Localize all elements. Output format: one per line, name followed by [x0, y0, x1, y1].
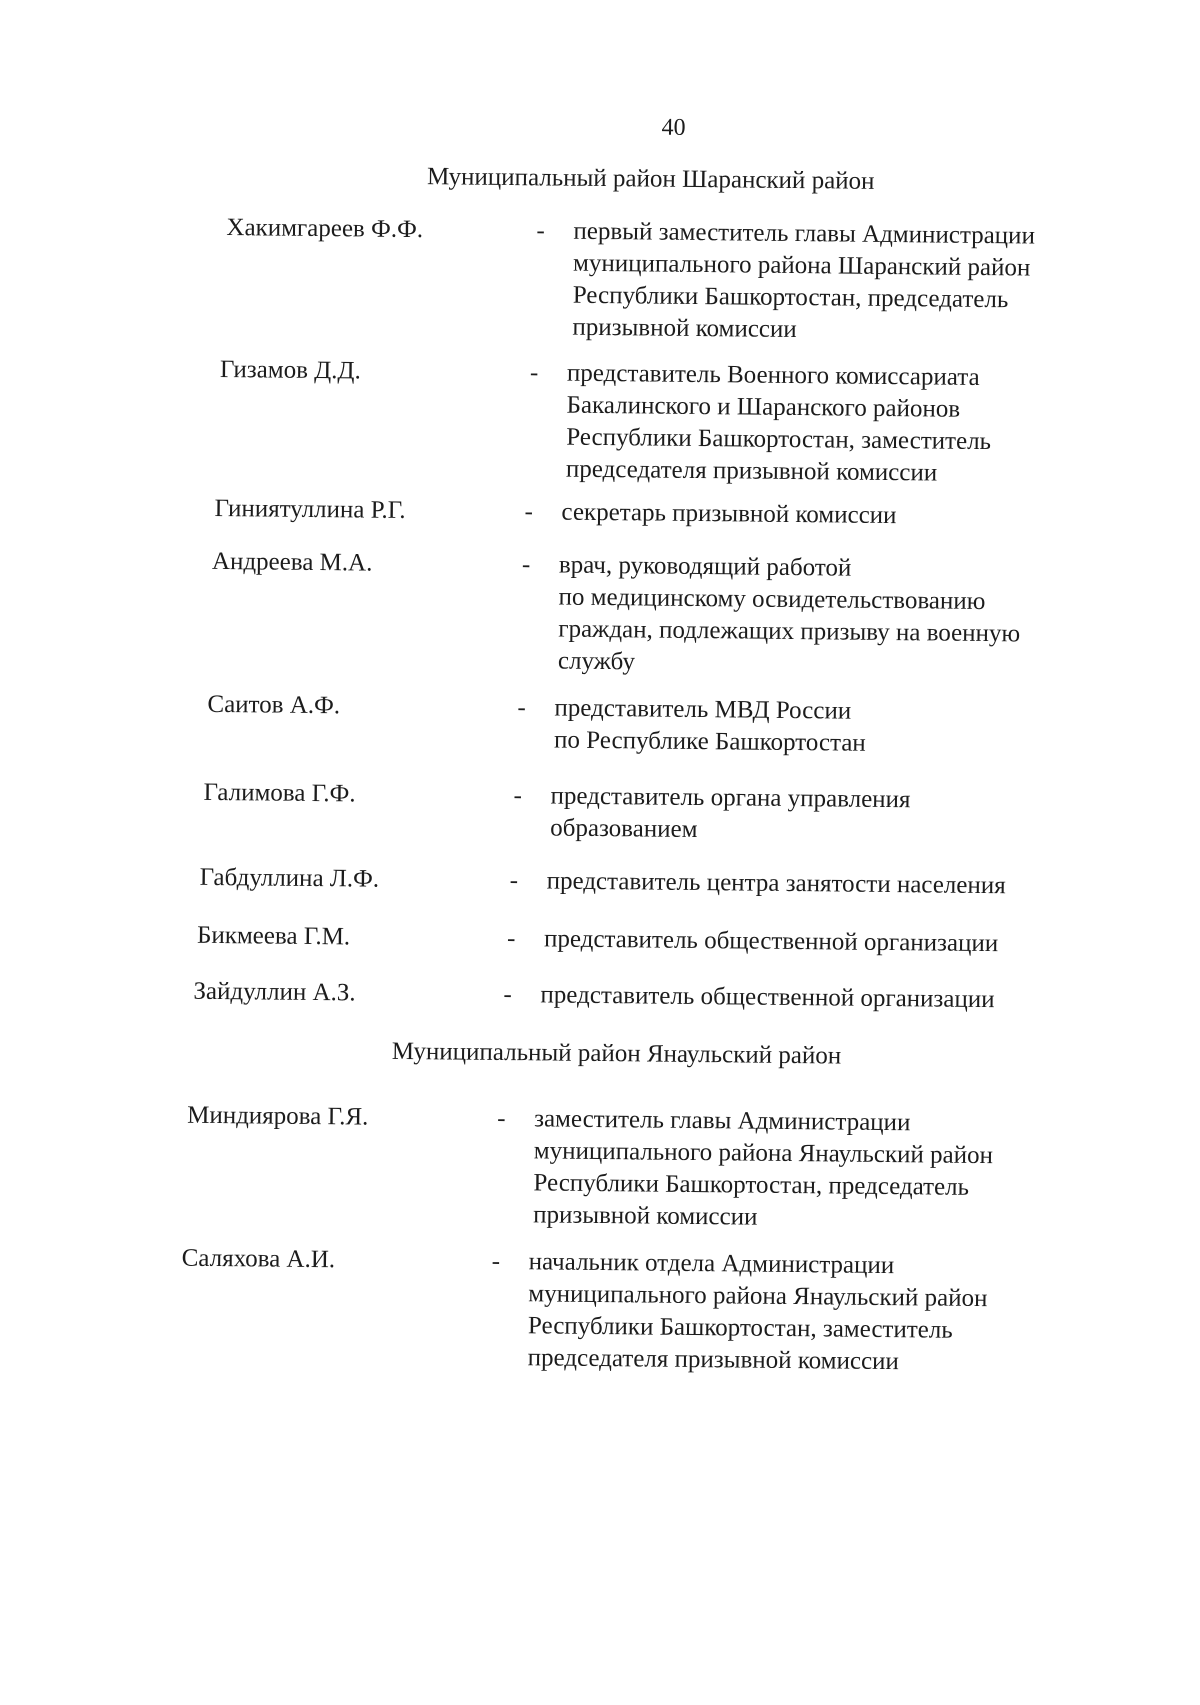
member-role: [554, 693, 1075, 762]
section-title-sharansky: Муниципальный район Шаранский район: [426, 163, 875, 195]
member-name: Хакимгареев Ф.Ф.: [226, 214, 424, 244]
role-line: представитель Военного комиссариата: [566, 359, 980, 391]
member-name: Миндиярова Г.Я.: [187, 1101, 369, 1131]
member-role: [544, 923, 1064, 960]
member-name: Гизамов Д.Д.: [219, 355, 361, 385]
role-line: представитель общественной организации: [540, 981, 995, 1014]
dash-separator: -: [503, 980, 512, 1009]
role-line: председателя призывной комиссии: [565, 455, 938, 487]
dash-separator: -: [509, 867, 519, 895]
role-line: Республики Башкортостан, председатель: [533, 1169, 970, 1201]
member-name: Саляхова А.И.: [181, 1244, 336, 1274]
dash-separator: -: [524, 498, 533, 526]
member-role: [527, 1246, 1048, 1379]
dash-separator: -: [513, 782, 523, 810]
role-line: по Республике Башкортостан: [553, 726, 866, 757]
dash-separator: -: [529, 359, 539, 387]
role-line: призывной комиссии: [572, 313, 797, 344]
member-name: Бикмеева Г.М.: [196, 921, 351, 951]
role-line: представитель органа управления: [550, 782, 911, 814]
member-role: [561, 497, 1081, 534]
role-line: муниципального района Янаульский район: [528, 1280, 988, 1313]
dash-separator: -: [491, 1247, 501, 1275]
role-line: Республики Башкортостан, заместитель: [566, 423, 992, 456]
member-role: [533, 1103, 1054, 1236]
role-line: представитель МВД России: [554, 694, 852, 725]
member-name: Андреева М.А.: [211, 547, 373, 577]
role-line: заместитель главы Администрации: [534, 1105, 911, 1137]
member-role: [558, 550, 1079, 683]
role-line: Республики Башкортостан, заместитель: [527, 1312, 953, 1344]
member-role: [572, 216, 1093, 349]
member-name: Зайдуллин А.З.: [193, 977, 356, 1007]
member-role: [540, 979, 1060, 1016]
role-line: образованием: [550, 814, 698, 844]
dash-separator: -: [497, 1104, 506, 1133]
member-name: Гиниятуллина Р.Г.: [214, 494, 406, 524]
member-role: [550, 780, 1071, 849]
role-line: граждан, подлежащих призыву на военную: [558, 615, 1021, 648]
role-line: муниципального района Янаульский район: [533, 1137, 994, 1170]
dash-separator: -: [506, 925, 516, 953]
role-line: по медицинскому освидетельствованию: [558, 583, 986, 616]
dash-separator: -: [517, 694, 526, 722]
role-line: призывной комиссии: [533, 1201, 758, 1231]
role-line: начальник отдела Администрации: [528, 1248, 895, 1280]
dash-separator: -: [536, 217, 545, 245]
role-line: представитель центра занятости населения: [546, 867, 1006, 900]
member-name: Галимова Г.Ф.: [203, 778, 356, 808]
role-line: секретарь призывной комиссии: [561, 498, 897, 530]
role-line: службу: [557, 647, 636, 676]
section-title-yanaulsky: Муниципальный район Янаульский район: [391, 1037, 842, 1070]
role-line: Республики Башкортостан, председатель: [572, 281, 1009, 314]
role-line: врач, руководящий работой: [558, 551, 852, 582]
role-line: председателя призывной комиссии: [527, 1344, 900, 1376]
dash-separator: -: [521, 551, 531, 579]
role-line: Бакалинского и Шаранского районов: [566, 391, 961, 423]
role-line: первый заместитель главы Администрации: [573, 217, 1036, 250]
page-number: 40: [661, 114, 686, 141]
member-name: Габдуллина Л.Ф.: [199, 863, 380, 893]
member-role: [546, 865, 1066, 902]
role-line: муниципального района Шаранский район: [572, 249, 1031, 282]
member-name: Саитов А.Ф.: [207, 690, 341, 720]
role-line: представитель общественной организации: [543, 925, 999, 958]
member-role: [566, 358, 1087, 491]
